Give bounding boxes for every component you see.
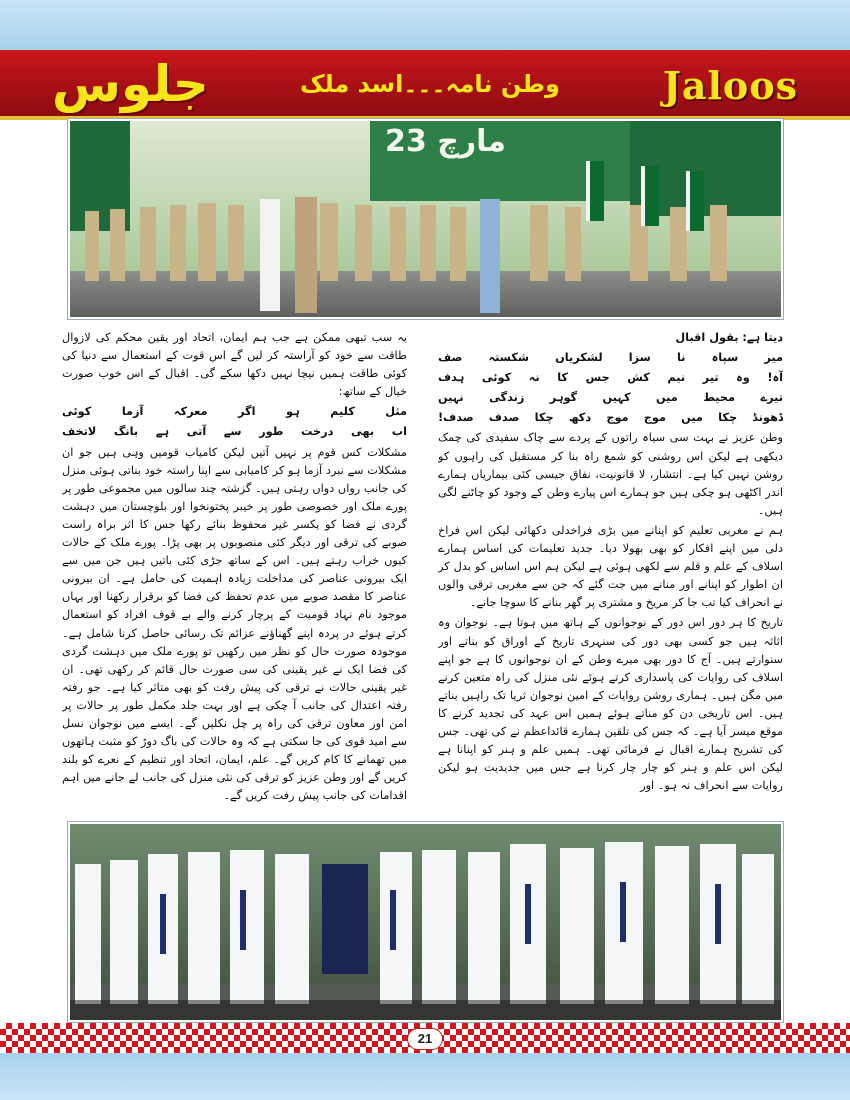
air-force-officer-figure [480,199,500,313]
parade-banner-text: 23 مارچ [385,124,506,159]
army-parade-photo [68,119,783,319]
poetry-verse: میر سپاہ نا سزا لشکریاں شکستہ صف [438,351,783,365]
article-column-right [438,329,783,817]
top-sky-band [0,0,850,50]
page-number: 21 [407,1028,443,1050]
poetry-verse: ڈھونڈ چکا میں موج موج دکھ چکا صدف صدف! [438,411,783,425]
poetry-verse: مثل کلیم ہو اگر معرکہ آزما کوئی [62,405,407,419]
navy-parade-illustration [70,824,781,1020]
bottom-sky-band [0,1053,850,1100]
navy-standard-flag [322,864,368,974]
article-paragraph: یہ سب تبھی ممکن ہے جب ہم ایمان، اتحاد اور یقین محکم کی لازوال طاقت سے خود کو آراستہ کر لیں گے اس قوت کے استعمال سے دنیا کی کوئی طاقت ہمیں نیچا نہیں دکھا سکے گی۔ اقبال کے اس خوب صورت خیال کے ساتھ: [62,331,407,399]
article-paragraph: دیتا ہے: بقول اقبال [675,331,783,344]
poetry-verse: آہ! وہ تیر نیم کش جس کا نہ کوئی ہدف [438,371,783,385]
article-column-left [62,329,407,817]
poetry-verse: تیرے محیط میں کہیں گوہر زندگی نہیں [438,391,783,405]
magazine-logo-urdu: جلوس [52,55,209,113]
army-officer-figure [295,197,317,313]
poetry-verse: اب بھی درخت طور سے آتی ہے بانگ لاتخف [62,425,407,439]
navy-parade-photo [68,822,783,1022]
article-paragraph: ہم نے مغربی تعلیم کو اپنانے میں بڑی فراخدلی دکھائی لیکن اس فراخ دلی میں اپنے افکار کو بھی بھولا دیا۔ جدید تعلیمات کی اساس ہمارے اسلاف کے علم و قلم سے لکھی ہوئی ہے لیکن ہم اس اساس کو بدل کر ان اطوار کو اپنانے اور منانے میں جت گئے کہ جن سے مغربی ترقی والوں نے انحراف کیا تب جا کر مریخ و مشتری پر گھر بنانے کا سوچا جانے۔ [438,523,783,610]
article-paragraph: مشکلات کس قوم پر نہیں آتیں لیکن کامیاب قومیں وہی ہیں جو ان مشکلات سے نبرد آزما ہو کر کامیابی سے اپنا راستہ خود بناتی ہوئی منزل کی جانب رواں دواں رہتی ہیں۔ گزشتہ چند سالوں میں مجموعی طور پر پورے ملک اور خصوصی طور پر خیبر پختونخوا اور بلوچستان میں دہشت گردی نے فضا کو یکسر غیر محفوظ بنائے رکھا جس کا اثر براہ راست صوبے کی ترقی اور دیگر کئی منصوبوں پر بھی پڑا۔ پورے ملک کے حالات کیوں خراب رہتے ہیں۔ اس کے ساتھ جڑی کئی باتیں ہیں جن میں سے ایک بیرونی عناصر کی مداخلت زیادہ اہمیت کی حامل ہے۔ ان بیرونی عناصر کا مقصد صوبے میں عدم تحفظ کی فضا کو برقرار رکھنا اور یہاں موجود نام نہاد قومیت کے پرچار کرنے والے بے قوف افراد کو استعمال کرتے ہوئے در پردہ اپنے گھناؤنے عزائم تک رسائی حاصل کرنا شامل ہے۔ موجودہ صورت حال کو نظر میں رکھیں تو پورے ملک میں دہشت گردی کی فضا ایک نے غیر یقینی کی سی صورت حال قائم کر رکھی تھی۔ ان غیر یقینی حالات نے ترقی کی پیش رفت کو بھی متاثر کیا ہے۔ جو رفتہ رفتہ اعتدال کی جانب آ چکی ہے اور بہت جلد مکمل طور پر حالات پر امن اور معاون ترقی کی راہ پر چل نکلیں گے۔ ایسے میں نوجوان نسل سے امید قوی کی جا سکتی ہے کہ وہ حالات کی باگ دوڑ کو مثبت ہاتھوں میں تھمانے کا کام کریں گے۔ علم، ایمان، اتحاد اور تنظیم کے نعرے کو بلند کریں گے اور وطن عزیز کو ترقی کی نئی منزل کی جانب لے جانے میں اہم اقدامات کی جانب پیش رفت کریں گے۔ [62,445,407,803]
sailor-rows [70,842,781,1020]
navy-officer-figure [260,199,280,311]
column-title: وطن نامہ۔۔۔اسد ملک [300,70,560,98]
article-paragraph: تاریخ کا ہر دور اس دور کے نوجوانوں کے ہاتھ میں ہوتا ہے۔ نوجوان وہ اثاثہ ہیں جو کسی بھی دور کی سنہری تاریخ کے اوراق کو بناتے اور سنوارتے ہیں۔ آج کا دور بھی میرے وطن کے ان نوجوانوں کا ہے جو اپنے اسلاف کی روایات کی پاسداری کرتے ہوئے نئی منزل کی راہ متعین کرنے میں مگن ہیں۔ ہماری روشن روایات کے امین نوجوان ثریا تک راہیں بناتے ہیں۔ اس تاریخی دن کو مناتے ہوئے ہمیں اس عہد کی تجدید کرنے کا موقع میسر آیا ہے۔ کہ جس کی تلقین ہمارے قائداعظم نے کی تھی۔ جس کی تشریح ہمارے اقبال نے فرمائی تھی۔ ہمیں علم و ہنر کو اپنانا ہے لیکن اس علم و ہنر کو چار چار کرنا ہے جس میں جدیدیت ہو لیکن روایات سے انحراف نہ ہو۔ اور [438,616,783,793]
magazine-logo-english: Jaloos [662,63,798,108]
soldier-rows [85,203,727,281]
article-paragraph: وطن عزیز نے بہت سی سیاہ راتوں کے پردے سے چاک سفیدی کی چمک دیکھی ہے لیکن اس روشنی کو شمع راہ بنا کر مستقبل کی راہوں کو روشن نہیں کیا ہے۔ انتشار، لا قانونیت، نفاق جیسی کئی بیماریاں ہمارے اندر اکٹھی ہو چکی ہیں جو ہمارے اس پیارے وطن کے وجود کو چاٹنے لگی ہیں۔ [438,431,783,517]
army-parade-illustration [70,121,781,317]
